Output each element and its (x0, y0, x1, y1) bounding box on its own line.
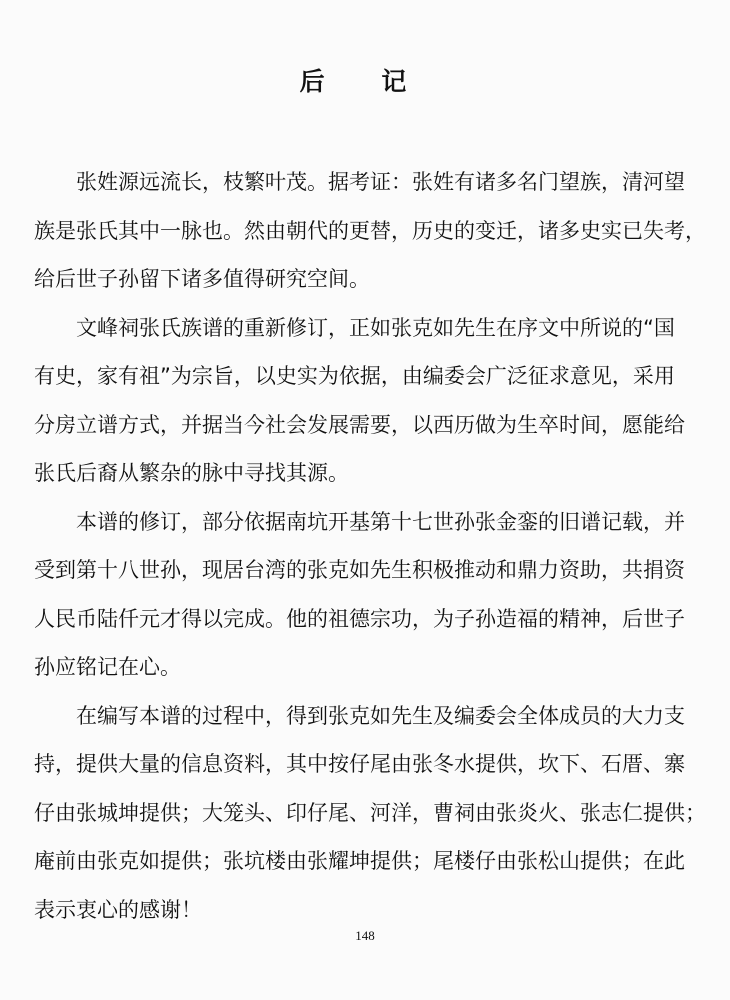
page-number: 148 (355, 928, 375, 943)
paragraph-line: 持，提供大量的信息资料，其中按仔尾由张冬水提供，坎下、石厝、寨 (34, 752, 685, 776)
paragraph-1 (34, 158, 706, 304)
paragraph-line: 本谱的修订，部分依据南坑开基第十七世孙张金銮的旧谱记载，并 (76, 509, 685, 534)
paragraph-line: 表示衷心的感谢！ (34, 897, 202, 922)
body-text (34, 158, 706, 934)
paragraph-line: 在编写本谱的过程中，得到张克如先生及编委会全体成员的大力支 (76, 703, 685, 728)
paragraph-line: 给后世子孙留下诸多值得研究空间。 (34, 267, 370, 291)
paragraph-3 (34, 498, 685, 692)
paragraph-line: 文峰祠张氏族谱的重新修订，正如张克如先生在序文中所说的“国 (76, 315, 675, 340)
paragraph-line: 受到第十八世孙，现居台湾的张克如先生积极推动和鼎力资助，共捐资 (34, 558, 685, 582)
paragraph-line: 族是张氏其中一脉也。然由朝代的更替，历史的变迁，诸多史实已失考， (34, 218, 706, 243)
paragraph-line: 分房立谱方式，并据当今社会发展需要，以西历做为生卒时间，愿能给 (34, 412, 685, 437)
paragraph-line: 庵前由张克如提供；张坑楼由张耀坤提供；尾楼仔由张松山提供；在此 (34, 849, 685, 873)
paragraph-line: 仔由张城坤提供；大笼头、印仔尾、河洋，曹祠由张炎火、张志仁提供； (34, 800, 706, 825)
paragraph-line: 有史，家有祖”为宗旨，以史实为依据，由编委会广泛征求意见，采用 (34, 364, 675, 388)
paragraph-line: 张姓源远流长，枝繁叶茂。据考证：张姓有诸多名门望族，清河望 (76, 170, 685, 194)
page-title: 后 记 (299, 67, 431, 96)
paragraph-line: 张氏后裔从繁杂的脉中寻找其源。 (34, 461, 349, 485)
paragraph-4 (34, 692, 706, 935)
paragraph-line: 孙应铭记在心。 (34, 655, 181, 679)
paragraph-2 (34, 304, 685, 498)
paragraph-line: 人民币陆仟元才得以完成。他的祖德宗功，为子孙造福的精神，后世子 (34, 606, 685, 631)
